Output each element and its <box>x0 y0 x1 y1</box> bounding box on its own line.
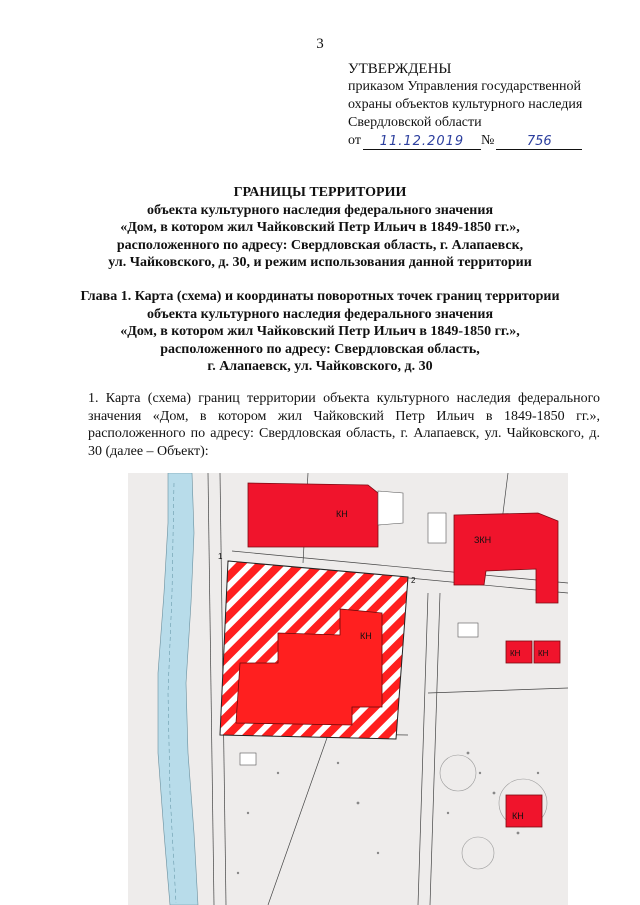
handwritten-number: 756 <box>496 134 582 150</box>
label-zkn: ЗКН <box>474 535 492 545</box>
approval-title: УТВЕРЖДЕНЫ <box>348 61 452 77</box>
chapter-heading <box>40 288 600 376</box>
label-point-2: 2 <box>411 576 416 585</box>
building-annex <box>378 491 403 525</box>
building-kn-top <box>248 483 378 547</box>
page-number: 3 <box>316 36 324 52</box>
label-kn-top: КН <box>336 509 348 519</box>
chapter-line-5: г. Алапаевск, ул. Чайковского, д. 30 <box>207 359 433 374</box>
territory-map <box>128 473 568 905</box>
title-line-5: ул. Чайковского, д. 30, и режим использования данной территории <box>108 255 532 270</box>
label-kn-center: КН <box>360 631 372 641</box>
label-kn-right-b: КН <box>538 649 549 658</box>
chapter-line-4: расположенного по адресу: Свердловская область, <box>160 341 480 357</box>
approval-line-2: охраны объектов культурного наследия <box>348 97 583 112</box>
approval-line-1: приказом Управления государственной <box>348 79 582 94</box>
paragraph-1: 1. Карта (схема) границ территории объекта культурного наследия федерального значения «Дом, в котором жил Чайковский Петр Ильич в 1849-1850 гг.», расположенного по адресу: Свердловская область, г. Алапаевск, ул. Чайковского, д. 30 (далее – Объект): <box>88 391 600 459</box>
title-line-4: расположенного по адресу: Свердловская область, г. Алапаевск, <box>116 237 524 253</box>
title-line-3: «Дом, в котором жил Чайковский Петр Ильич в 1849-1850 гг.», <box>120 220 520 235</box>
number-label: № <box>480 133 495 148</box>
label-point-1: 1 <box>218 552 223 561</box>
handwritten-date: 11.12.2019 <box>363 134 481 150</box>
approval-block <box>348 60 628 150</box>
chapter-line-1: Глава 1. Карта (схема) и координаты поворотных точек границ территории <box>80 289 560 304</box>
label-kn-right-a: КН <box>510 649 521 658</box>
title-line-1: ГРАНИЦЫ ТЕРРИТОРИИ <box>233 185 407 200</box>
title-line-2: объекта культурного наследия федерального значения <box>146 202 494 218</box>
from-label: от <box>348 133 361 148</box>
label-kn-bottom: КН <box>512 811 524 821</box>
chapter-line-2: объекта культурного наследия федерального значения <box>146 306 494 322</box>
document-title <box>40 184 600 272</box>
approval-date-number-line <box>348 132 628 150</box>
approval-line-3: Свердловской области <box>348 115 482 130</box>
chapter-line-3: «Дом, в котором жил Чайковский Петр Ильич в 1849-1850 гг.», <box>120 324 520 339</box>
